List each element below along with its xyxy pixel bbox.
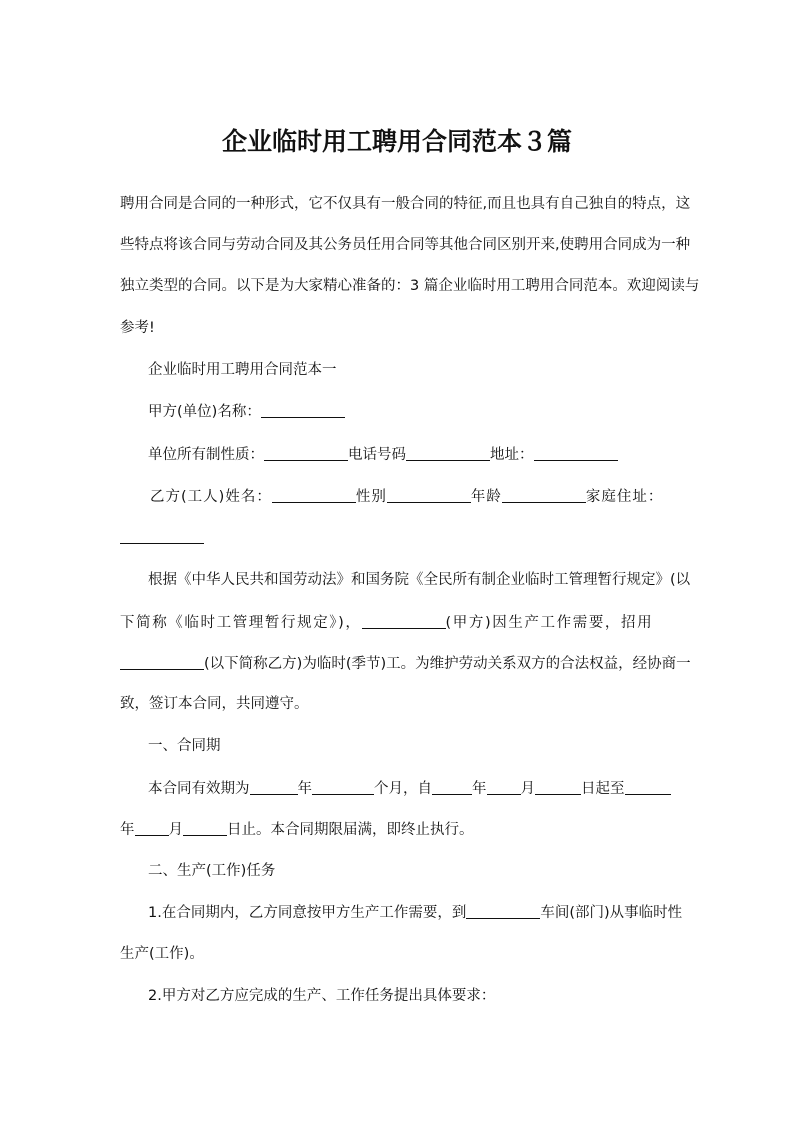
home-address-row (120, 527, 204, 548)
start-day-blank[interactable] (535, 778, 581, 795)
basis-line-1: 根据《中华人民共和国劳动法》和国务院《全民所有制企业临时工管理暂行规定》(以 (148, 572, 691, 588)
section-heading: 企业临时用工聘用合同范本一 (148, 362, 337, 378)
start-year-blank[interactable] (432, 778, 472, 795)
home-address-blank[interactable] (120, 527, 204, 544)
basis-line-4: 致，签订本合同，共同遵守。 (120, 696, 309, 712)
task-item-2: 2.甲方对乙方应完成的生产、工作任务提出具体要求： (148, 988, 496, 1004)
party-b-name-label: 乙方(工人)姓名： (150, 489, 272, 505)
term-intro: 本合同有效期为 (148, 781, 250, 797)
task-item-1-text: 1.在合同期内，乙方同意按甲方生产工作需要，到 (148, 905, 467, 921)
basis-abbrev: 下简称《临时工管理暂行规定》)， (120, 615, 362, 631)
task-heading: 二、生产(工作)任务 (148, 863, 276, 879)
intro-line-1: 聘用合同是合同的一种形式，它不仅具有一般合同的特征,而且也具有自己独自的特点，这 (120, 196, 691, 212)
start-month-label: 月 (520, 781, 535, 797)
start-day-label: 日起至 (581, 781, 625, 797)
end-month-label: 月 (168, 822, 183, 838)
party-b-row (150, 486, 663, 507)
address-blank[interactable] (534, 444, 618, 461)
intro-line-4: 参考! (120, 320, 155, 336)
gender-blank[interactable] (387, 486, 471, 503)
ownership-blank[interactable] (264, 444, 348, 461)
party-b-blank[interactable] (120, 653, 204, 670)
start-year-label: 年 (472, 781, 487, 797)
phone-blank[interactable] (406, 444, 490, 461)
party-a-row (148, 401, 345, 422)
term-months-label: 个月，自 (374, 781, 432, 797)
end-day-label: 日止。本合同期限届满，即终止执行。 (227, 822, 474, 838)
term-months-blank[interactable] (312, 778, 374, 795)
term-heading: 一、合同期 (148, 738, 221, 754)
task-item-1-cont: 生产(工作)。 (120, 946, 204, 962)
intro-line-2: 些特点将该合同与劳动合同及其公务员任用合同等其他合同区别开来,使聘用合同成为一种 (120, 237, 691, 253)
document-title: 企业临时用工聘用合同范本３篇 (221, 127, 572, 156)
address-label: 地址： (490, 447, 534, 463)
age-blank[interactable] (502, 486, 586, 503)
start-month-blank[interactable] (487, 778, 521, 795)
unit-info-row (148, 444, 618, 465)
end-month-blank[interactable] (135, 819, 169, 836)
age-label: 年龄 (470, 489, 502, 505)
end-day-blank[interactable] (183, 819, 227, 836)
ownership-label: 单位所有制性质： (148, 447, 264, 463)
basis-temp: (以下简称乙方)为临时(季节)工。为维护劳动关系双方的合法权益，经协商一 (204, 656, 691, 672)
end-year-label: 年 (120, 822, 135, 838)
home-label: 家庭住址： (585, 489, 664, 505)
party-a-name-blank[interactable] (261, 401, 345, 418)
workshop-blank[interactable] (466, 902, 540, 919)
term-years-blank[interactable] (250, 778, 298, 795)
phone-label: 电话号码 (348, 447, 406, 463)
party-b-name-blank[interactable] (272, 486, 356, 503)
end-year-blank[interactable] (625, 778, 671, 795)
task-item-1 (148, 902, 682, 923)
term-row-1 (148, 778, 671, 799)
basis-line-2 (120, 612, 653, 633)
term-year-label: 年 (297, 781, 312, 797)
gender-label: 性别 (355, 489, 387, 505)
intro-line-3: 独立类型的合同。以下是为大家精心准备的：3 篇企业临时用工聘用合同范本。欢迎阅读与 (120, 278, 700, 294)
party-a-label: 甲方(单位)名称： (148, 404, 261, 420)
party-a-blank[interactable] (362, 612, 446, 629)
term-row-2 (120, 819, 474, 840)
task-item-1-dept: 车间(部门)从事临时性 (540, 905, 683, 921)
basis-hire: (甲方)因生产工作需要，招用 (445, 615, 654, 631)
basis-line-3 (120, 653, 691, 674)
